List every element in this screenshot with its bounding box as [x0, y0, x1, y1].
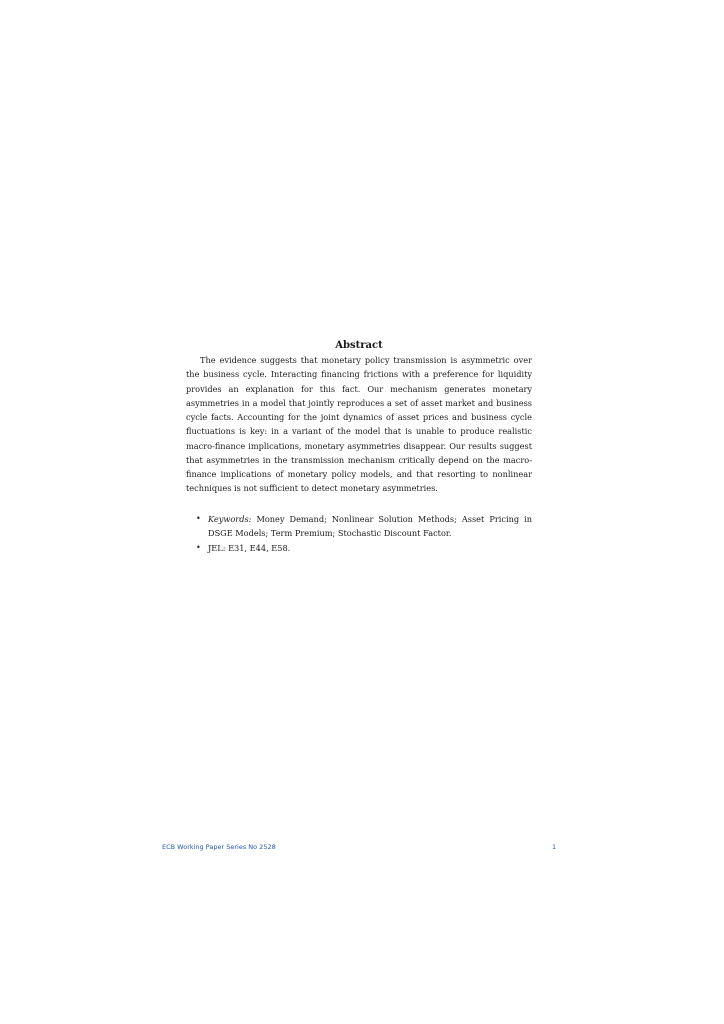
abstract-section: [186, 339, 532, 496]
bullet-icon: •: [196, 542, 201, 552]
bullet-icon: •: [196, 514, 201, 523]
abstract-body: The evidence suggests that monetary policy transmission is asymmetric over the business cycle. Interacting financing frictions with a preference for liquidity provides an explanation for this fact. Our mechanism generates monetary asymmetries in a model that jointly reproduces a set of asset market and business cycle facts. Accounting for the joint dynamics of asset prices and business cycle fluctuations is key: in a variant of the model that is unable to produce realistic macro-finance implications, monetary asymmetries disappear. Our results suggest that asymmetries in the transmission mechanism critically depend on the macro-finance implications of monetary policy models, and that resorting to nonlinear techniques is not sufficient to detect monetary asymmetries.: [186, 355, 532, 494]
jel-label: JEL:: [208, 542, 226, 553]
keywords-item: [196, 512, 532, 541]
keyword-list: [196, 512, 532, 555]
keywords-text: Money Demand; Nonlinear Solution Methods; Asset Pricing in DSGE Models; Term Premium; Stochastic Discount Factor.: [208, 514, 532, 539]
jel-codes: E31, E44, E58.: [228, 542, 291, 553]
jel-item: [196, 541, 532, 555]
keywords-label: Keywords:: [208, 514, 252, 524]
abstract-title: Abstract: [335, 340, 383, 351]
footer-series: ECB Working Paper Series No 2528: [162, 843, 276, 851]
footer-page-number: 1: [552, 843, 557, 851]
